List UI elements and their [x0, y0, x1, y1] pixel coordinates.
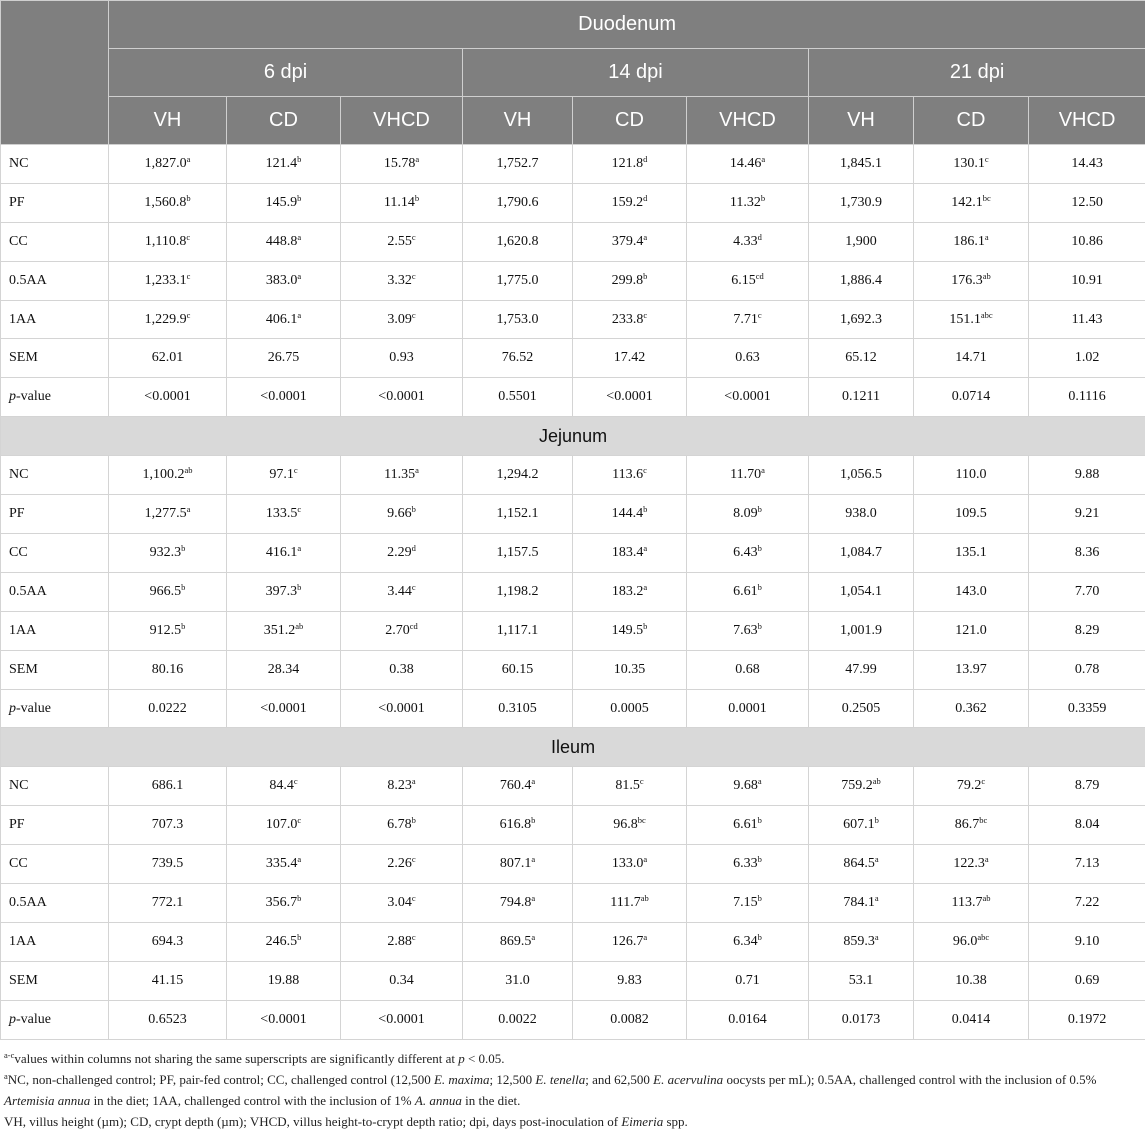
row-label: 1AA: [1, 611, 109, 650]
table-cell: 80.16: [109, 650, 227, 689]
table-cell: 0.1972: [1029, 1000, 1145, 1039]
table-cell: 9.83: [573, 961, 687, 1000]
table-cell: 246.5$^b$: [227, 923, 341, 962]
table-cell: 1.02: [1029, 339, 1145, 378]
table-cell: 97.1$^c$: [227, 456, 341, 495]
table-cell: 6.43$^b$: [687, 534, 809, 573]
section-title: Jejunum: [1, 417, 1145, 456]
table-cell: <0.0001: [341, 689, 463, 728]
table-cell: 739.5: [109, 845, 227, 884]
table-cell: 416.1$^a$: [227, 534, 341, 573]
table-cell: 1,084.7: [809, 534, 914, 573]
table-cell: 0.93: [341, 339, 463, 378]
table-row: [1, 650, 1145, 689]
table-cell: <0.0001: [573, 378, 687, 417]
measure-header: VHCD: [687, 97, 809, 145]
table-cell: 8.23$^a$: [341, 767, 463, 806]
table-cell: 10.91: [1029, 261, 1145, 300]
table-cell: 707.3: [109, 806, 227, 845]
table-cell: 8.04: [1029, 806, 1145, 845]
table-cell: 15.78$^a$: [341, 145, 463, 184]
table-row: [1, 534, 1145, 573]
table-cell: 299.8$^b$: [573, 261, 687, 300]
row-label: CC: [1, 222, 109, 261]
table-cell: 1,100.2$^{ab}$: [109, 456, 227, 495]
row-label: p-value: [1, 378, 109, 417]
table-cell: 0.0164: [687, 1000, 809, 1039]
table-cell: 0.38: [341, 650, 463, 689]
table-cell: 0.6523: [109, 1000, 227, 1039]
section-row: [1, 417, 1145, 456]
table-cell: 31.0: [463, 961, 573, 1000]
table-cell: 121.8$^d$: [573, 145, 687, 184]
table-cell: 96.8$^{bc}$: [573, 806, 687, 845]
corner-cell: [1, 1, 109, 145]
section-row: [1, 728, 1145, 767]
row-label: SEM: [1, 961, 109, 1000]
row-label: SEM: [1, 650, 109, 689]
footnotes: [0, 1040, 1145, 1132]
table-cell: 3.44$^c$: [341, 572, 463, 611]
table-cell: 79.2$^c$: [914, 767, 1029, 806]
table-cell: 0.71: [687, 961, 809, 1000]
table-row: [1, 611, 1145, 650]
table-cell: 0.68: [687, 650, 809, 689]
table-cell: 0.1116: [1029, 378, 1145, 417]
table-cell: 11.14$^b$: [341, 183, 463, 222]
table-body: [1, 145, 1145, 1040]
table-cell: <0.0001: [341, 1000, 463, 1039]
table-cell: 686.1: [109, 767, 227, 806]
table-cell: 8.09$^b$: [687, 495, 809, 534]
table-cell: 379.4$^a$: [573, 222, 687, 261]
measure-header: CD: [227, 97, 341, 145]
table-cell: 0.1211: [809, 378, 914, 417]
table-cell: 335.4$^a$: [227, 845, 341, 884]
row-label: p-value: [1, 689, 109, 728]
table-cell: 2.88$^c$: [341, 923, 463, 962]
table-cell: 859.3$^a$: [809, 923, 914, 962]
row-label: NC: [1, 145, 109, 184]
table-cell: 966.5$^b$: [109, 572, 227, 611]
table-cell: 6.61$^b$: [687, 806, 809, 845]
period-header: 21 dpi: [809, 49, 1145, 97]
table-cell: 397.3$^b$: [227, 572, 341, 611]
table-cell: 0.78: [1029, 650, 1145, 689]
table-cell: <0.0001: [227, 689, 341, 728]
table-cell: 1,845.1: [809, 145, 914, 184]
table-cell: 0.0022: [463, 1000, 573, 1039]
table-cell: 1,152.1: [463, 495, 573, 534]
table-cell: 938.0: [809, 495, 914, 534]
period-header: 6 dpi: [109, 49, 463, 97]
table-cell: 151.1$^{abc}$: [914, 300, 1029, 339]
table-cell: 1,117.1: [463, 611, 573, 650]
table-row: [1, 495, 1145, 534]
table-cell: 109.5: [914, 495, 1029, 534]
table-cell: 183.2$^a$: [573, 572, 687, 611]
table-cell: 383.0$^a$: [227, 261, 341, 300]
table-cell: 1,827.0$^a$: [109, 145, 227, 184]
table-cell: 2.55$^c$: [341, 222, 463, 261]
period-header: 14 dpi: [463, 49, 809, 97]
table-cell: 9.21: [1029, 495, 1145, 534]
table-cell: 11.43: [1029, 300, 1145, 339]
table-cell: 0.2505: [809, 689, 914, 728]
table-cell: 1,753.0: [463, 300, 573, 339]
table-cell: 9.88: [1029, 456, 1145, 495]
table-cell: 1,157.5: [463, 534, 573, 573]
table-cell: 694.3: [109, 923, 227, 962]
table-cell: 0.362: [914, 689, 1029, 728]
table-cell: 81.5$^c$: [573, 767, 687, 806]
table-cell: 0.0414: [914, 1000, 1029, 1039]
row-label: NC: [1, 767, 109, 806]
table-cell: <0.0001: [227, 1000, 341, 1039]
table-cell: 26.75: [227, 339, 341, 378]
table-cell: 869.5$^a$: [463, 923, 573, 962]
table-row: [1, 845, 1145, 884]
table-cell: 17.42: [573, 339, 687, 378]
table-cell: 159.2$^d$: [573, 183, 687, 222]
table-cell: 10.35: [573, 650, 687, 689]
table-cell: 113.7$^{ab}$: [914, 884, 1029, 923]
table-cell: 1,752.7: [463, 145, 573, 184]
table-row: [1, 806, 1145, 845]
table-cell: 11.35$^a$: [341, 456, 463, 495]
table-cell: 143.0: [914, 572, 1029, 611]
table-cell: 11.70$^a$: [687, 456, 809, 495]
table-cell: 2.26$^c$: [341, 845, 463, 884]
table-cell: 7.22: [1029, 884, 1145, 923]
table-cell: 10.86: [1029, 222, 1145, 261]
table-cell: 1,790.6: [463, 183, 573, 222]
table-row: [1, 689, 1145, 728]
table-cell: 2.70$^{cd}$: [341, 611, 463, 650]
table-cell: 0.5501: [463, 378, 573, 417]
table-cell: 3.09$^c$: [341, 300, 463, 339]
measure-header: VHCD: [341, 97, 463, 145]
table-cell: 186.1$^a$: [914, 222, 1029, 261]
table-cell: 406.1$^a$: [227, 300, 341, 339]
table-cell: 149.5$^b$: [573, 611, 687, 650]
table-cell: 760.4$^a$: [463, 767, 573, 806]
table-cell: 8.79: [1029, 767, 1145, 806]
table-cell: 6.78$^b$: [341, 806, 463, 845]
measure-header: VH: [109, 97, 227, 145]
table-cell: 7.63$^b$: [687, 611, 809, 650]
table-cell: 1,198.2: [463, 572, 573, 611]
table-header: [1, 1, 1145, 145]
table-cell: 122.3$^a$: [914, 845, 1029, 884]
table-cell: 14.71: [914, 339, 1029, 378]
table-cell: 0.3359: [1029, 689, 1145, 728]
measure-header: CD: [914, 97, 1029, 145]
table-cell: 65.12: [809, 339, 914, 378]
row-label: 1AA: [1, 923, 109, 962]
row-label: 0.5AA: [1, 884, 109, 923]
table-cell: 133.0$^a$: [573, 845, 687, 884]
table-cell: 10.38: [914, 961, 1029, 1000]
section-title: Ileum: [1, 728, 1145, 767]
table-cell: 28.34: [227, 650, 341, 689]
table-row: [1, 923, 1145, 962]
table-cell: 807.1$^a$: [463, 845, 573, 884]
table-cell: 351.2$^{ab}$: [227, 611, 341, 650]
table-cell: 19.88: [227, 961, 341, 1000]
table-cell: 7.70: [1029, 572, 1145, 611]
table-cell: 1,229.9$^c$: [109, 300, 227, 339]
row-label: CC: [1, 534, 109, 573]
table-row: [1, 572, 1145, 611]
table-cell: 932.3$^b$: [109, 534, 227, 573]
table-cell: 9.66$^b$: [341, 495, 463, 534]
table-cell: 784.1$^a$: [809, 884, 914, 923]
table-row: [1, 884, 1145, 923]
table-cell: 1,775.0: [463, 261, 573, 300]
table-cell: 9.68$^a$: [687, 767, 809, 806]
measure-header: VH: [463, 97, 573, 145]
table-row: [1, 300, 1145, 339]
table-cell: 1,110.8$^c$: [109, 222, 227, 261]
table-cell: 183.4$^a$: [573, 534, 687, 573]
row-label: 0.5AA: [1, 572, 109, 611]
table-cell: 113.6$^c$: [573, 456, 687, 495]
table-cell: 1,054.1: [809, 572, 914, 611]
table-cell: 126.7$^a$: [573, 923, 687, 962]
measure-header: CD: [573, 97, 687, 145]
table-cell: 4.33$^d$: [687, 222, 809, 261]
table-cell: 144.4$^b$: [573, 495, 687, 534]
table-cell: 47.99: [809, 650, 914, 689]
table-row: [1, 339, 1145, 378]
table-cell: <0.0001: [109, 378, 227, 417]
table-cell: <0.0001: [341, 378, 463, 417]
table-cell: 616.8$^b$: [463, 806, 573, 845]
table-cell: 356.7$^b$: [227, 884, 341, 923]
table-cell: 3.32$^c$: [341, 261, 463, 300]
section-header: Duodenum: [109, 1, 1145, 49]
row-label: PF: [1, 806, 109, 845]
table-cell: 41.15: [109, 961, 227, 1000]
table-cell: 12.50: [1029, 183, 1145, 222]
table-cell: 0.69: [1029, 961, 1145, 1000]
table-cell: 1,692.3: [809, 300, 914, 339]
row-label: 0.5AA: [1, 261, 109, 300]
table-cell: 6.15$^{cd}$: [687, 261, 809, 300]
table-cell: 121.4$^b$: [227, 145, 341, 184]
table-row: [1, 767, 1145, 806]
table-cell: 0.63: [687, 339, 809, 378]
table-cell: 1,294.2: [463, 456, 573, 495]
row-label: CC: [1, 845, 109, 884]
footnote: VH, villus height (µm); CD, crypt depth (µm); VHCD, villus height-to-crypt depth ratio; dpi, days post-inoculation of Eimeria spp.: [4, 1111, 1141, 1132]
row-label: 1AA: [1, 300, 109, 339]
table-cell: 1,277.5$^a$: [109, 495, 227, 534]
table-cell: 110.0: [914, 456, 1029, 495]
table-cell: 14.43: [1029, 145, 1145, 184]
table-row: [1, 1000, 1145, 1039]
table-cell: 759.2$^{ab}$: [809, 767, 914, 806]
row-label: NC: [1, 456, 109, 495]
table-row: [1, 222, 1145, 261]
table-cell: 3.04$^c$: [341, 884, 463, 923]
table-cell: 7.71$^c$: [687, 300, 809, 339]
table-cell: 111.7$^{ab}$: [573, 884, 687, 923]
measure-header: VH: [809, 97, 914, 145]
table-cell: 84.4$^c$: [227, 767, 341, 806]
table-cell: 1,886.4: [809, 261, 914, 300]
table-cell: 6.33$^b$: [687, 845, 809, 884]
table-cell: 121.0: [914, 611, 1029, 650]
row-label: PF: [1, 495, 109, 534]
table-cell: 96.0$^{abc}$: [914, 923, 1029, 962]
table-cell: 135.1: [914, 534, 1029, 573]
measure-header: VHCD: [1029, 97, 1145, 145]
table-cell: <0.0001: [227, 378, 341, 417]
table-cell: 13.97: [914, 650, 1029, 689]
table-cell: 107.0$^c$: [227, 806, 341, 845]
table-row: [1, 378, 1145, 417]
table-cell: 62.01: [109, 339, 227, 378]
table-row: [1, 961, 1145, 1000]
table-cell: 1,056.5: [809, 456, 914, 495]
table-cell: 2.29$^d$: [341, 534, 463, 573]
table-cell: 0.0173: [809, 1000, 914, 1039]
table-cell: 0.0082: [573, 1000, 687, 1039]
table-cell: 142.1$^{bc}$: [914, 183, 1029, 222]
table-cell: 233.8$^c$: [573, 300, 687, 339]
table-cell: 6.61$^b$: [687, 572, 809, 611]
table-cell: 864.5$^a$: [809, 845, 914, 884]
table-cell: 794.8$^a$: [463, 884, 573, 923]
table-cell: 0.0005: [573, 689, 687, 728]
table-cell: 8.29: [1029, 611, 1145, 650]
table-row: [1, 145, 1145, 184]
row-label: p-value: [1, 1000, 109, 1039]
table-cell: 76.52: [463, 339, 573, 378]
table-cell: 133.5$^c$: [227, 495, 341, 534]
footnote: $^{a-c}$values within columns not sharing the same superscripts are significantly different at p < 0.05.: [4, 1048, 1141, 1069]
table-cell: 11.32$^b$: [687, 183, 809, 222]
table-cell: 1,001.9: [809, 611, 914, 650]
table-cell: 130.1$^c$: [914, 145, 1029, 184]
table-cell: 1,560.8$^b$: [109, 183, 227, 222]
table-cell: 0.0222: [109, 689, 227, 728]
table-cell: 6.34$^b$: [687, 923, 809, 962]
table-cell: 0.0001: [687, 689, 809, 728]
table-cell: 0.0714: [914, 378, 1029, 417]
table-cell: 53.1: [809, 961, 914, 1000]
table-cell: 0.34: [341, 961, 463, 1000]
table-cell: 145.9$^b$: [227, 183, 341, 222]
table-cell: <0.0001: [687, 378, 809, 417]
table-cell: 86.7$^{bc}$: [914, 806, 1029, 845]
table-row: [1, 183, 1145, 222]
table-cell: 7.15$^b$: [687, 884, 809, 923]
table-cell: 772.1: [109, 884, 227, 923]
table-cell: 1,730.9: [809, 183, 914, 222]
table-cell: 1,620.8: [463, 222, 573, 261]
table-row: [1, 261, 1145, 300]
table-cell: 14.46$^a$: [687, 145, 809, 184]
table-cell: 176.3$^{ab}$: [914, 261, 1029, 300]
table-cell: 1,900: [809, 222, 914, 261]
footnote: $^a$NC, non-challenged control; PF, pair-fed control; CC, challenged control (12,500 E. maxima; 12,500 E. tenella; and 62,500 E. acervulina oocysts per mL); 0.5AA, challenged control with the inclusion of 0.5% Artemisia annua in the diet; 1AA, challenged control with the inclusion of 1% A. annua in the diet.: [4, 1069, 1141, 1111]
table-cell: 7.13: [1029, 845, 1145, 884]
table-cell: 1,233.1$^c$: [109, 261, 227, 300]
table-cell: 60.15: [463, 650, 573, 689]
table-cell: 9.10: [1029, 923, 1145, 962]
table-cell: 912.5$^b$: [109, 611, 227, 650]
table-cell: 448.8$^a$: [227, 222, 341, 261]
table-cell: 607.1$^b$: [809, 806, 914, 845]
table-cell: 8.36: [1029, 534, 1145, 573]
table-row: [1, 456, 1145, 495]
row-label: PF: [1, 183, 109, 222]
table-cell: 0.3105: [463, 689, 573, 728]
row-label: SEM: [1, 339, 109, 378]
